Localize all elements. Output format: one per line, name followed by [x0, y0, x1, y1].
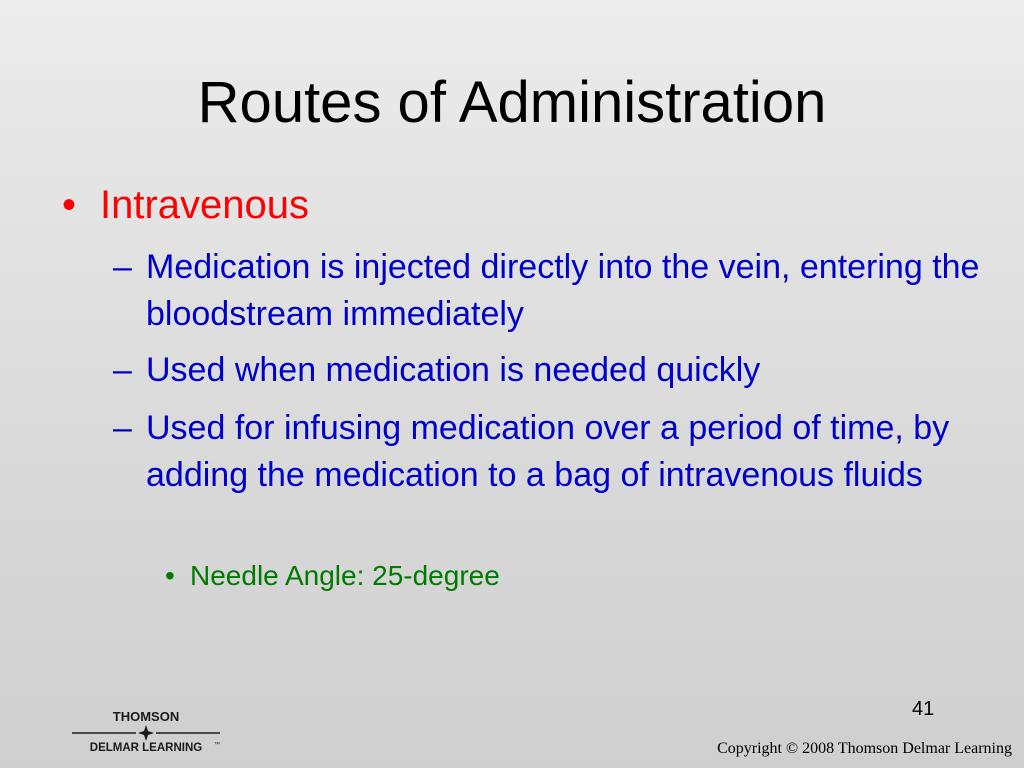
- dash-marker: –: [113, 409, 132, 447]
- bullet-marker: •: [165, 560, 175, 591]
- sub-bullet-infusing: [113, 405, 986, 499]
- page-number: 41: [912, 698, 935, 720]
- logo-line2: DELMAR LEARNING: [89, 742, 203, 754]
- sub-sub-bullet-text: Needle Angle: 25-degree: [190, 560, 500, 591]
- logo-line1: THOMSON: [112, 709, 180, 724]
- sub-bullet-text: Medication is injected directly into the vein, entering the bloodstream immediately: [146, 248, 980, 333]
- sub-bullet-text: Used when medication is needed quickly: [146, 351, 761, 389]
- logo-graphic: [70, 708, 230, 756]
- dash-marker: –: [113, 351, 132, 389]
- bullet-intravenous: [62, 180, 309, 230]
- logo-trademark: ™: [214, 742, 220, 748]
- sub-bullet-injected-directly: [113, 244, 986, 338]
- bullet-text: Intravenous: [100, 183, 310, 227]
- sub-bullet-text: Used for infusing medication over a period of time, by adding the medication to a bag of intravenous fluids: [146, 409, 950, 494]
- sub-bullet-needed-quickly: [113, 347, 986, 394]
- star-icon: [138, 725, 154, 741]
- sub-sub-bullet-needle-angle: [165, 556, 500, 596]
- bullet-marker: •: [62, 183, 77, 227]
- dash-marker: –: [113, 248, 132, 286]
- thomson-delmar-logo: [70, 708, 230, 756]
- slide-title: Routes of Administration: [197, 70, 827, 135]
- copyright-notice: Copyright © 2008 Thomson Delmar Learning: [717, 740, 1012, 757]
